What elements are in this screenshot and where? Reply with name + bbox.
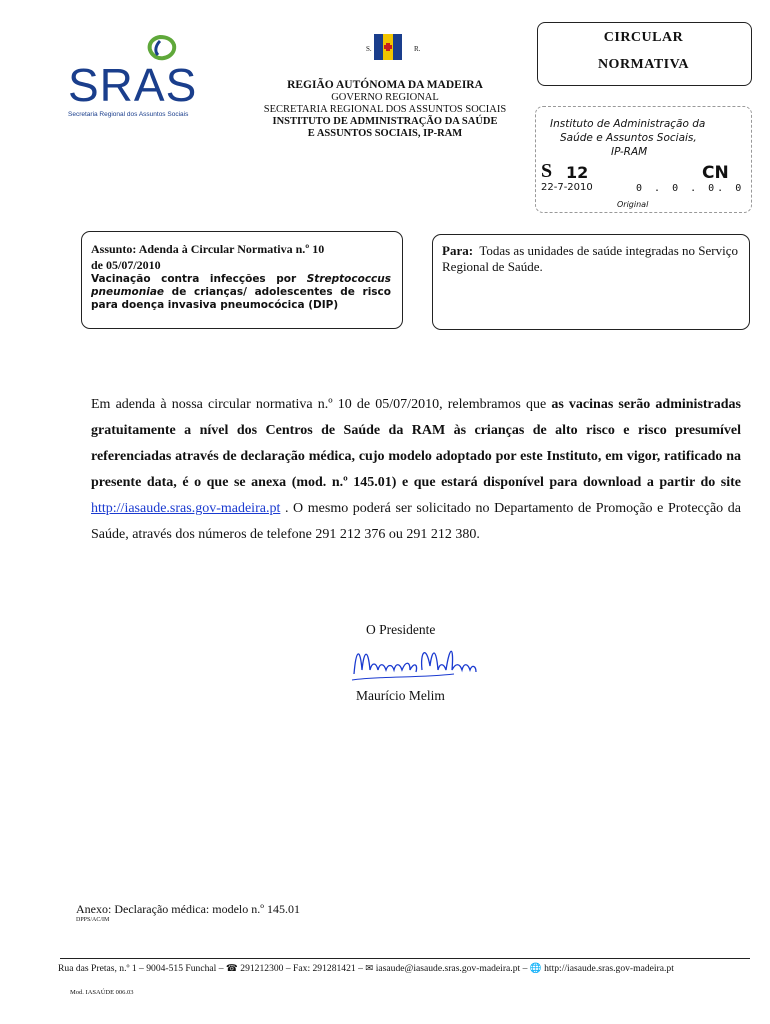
- emblem-right-letter: R.: [414, 45, 421, 53]
- signatory-title: O Presidente: [366, 622, 436, 637]
- region-name: REGIÃO AUTÓNOMA DA MADEIRA: [287, 79, 483, 91]
- footer-contacts: Rua das Pretas, n.º 1 – 9004-515 Funchal – ☎ 291212300 – Fax: 291281421 – ✉ iasaude@iasaude.sras.gov-madeira.pt – 🌐 http://iasaude.sras.gov-madeira.pt: [58, 963, 674, 974]
- madeira-flag-icon: [374, 34, 402, 60]
- footer-divider: [60, 958, 750, 959]
- logo-subtitle: Secretaria Regional dos Assuntos Sociais: [68, 111, 189, 118]
- recipient-text: Para: Todas as unidades de saúde integradas no Serviço Regional de Saúde.: [442, 243, 738, 274]
- stamp-line-3: IP-RAM: [611, 146, 648, 158]
- emblem-left-letter: S.: [366, 45, 372, 53]
- globe-icon: 🌐: [529, 963, 542, 974]
- phone-icon: ☎: [225, 963, 238, 974]
- annex-note: Anexo: Declaração médica: modelo n.º 145.01: [76, 902, 300, 916]
- stamp-series: S: [541, 160, 553, 182]
- stamp-ref: 0 . 0 . 0. 0: [636, 183, 745, 194]
- stamp-code: CN: [702, 163, 729, 183]
- institute-name-cont: E ASSUNTOS SOCIAIS, IP-RAM: [307, 128, 463, 139]
- circular-title: CIRCULAR: [603, 30, 684, 45]
- subject-body: Vacinação contra infecções por Streptococcus pneumoniae de crianças/ adolescentes de risco para doença invasiva pneumocócica (DIP): [91, 273, 391, 311]
- footer-website[interactable]: http://iasaude.sras.gov-madeira.pt: [544, 963, 674, 974]
- subject-heading-date: de 05/07/2010: [91, 258, 161, 272]
- email-icon: ✉: [365, 963, 374, 974]
- form-model-code: Mod. IASAÚDE 006.03: [70, 989, 134, 996]
- body-paragraph: Em adenda à nossa circular normativa n.º 10 de 05/07/2010, relembramos que as vacinas serão administradas gratuitamente a nível dos Centros de Saúde da RAM às crianças de alto risco e risco presumível referenciadas através de declaração médica, cujo modelo adoptado por este Instituto, em vigor, ratificado na presente data, é o que se anexa (mod. n.º 145.01) e que estará disponível para download a partir do site http://iasaude.sras.gov-madeira.pt . O mesmo poderá ser solicitado no Departamento de Promoção e Protecção da Saúde, através dos números de telefone 291 212 376 ou 291 212 380.: [91, 397, 742, 542]
- stamp-number: 12: [566, 163, 589, 182]
- website-link[interactable]: http://iasaude.sras.gov-madeira.pt: [91, 501, 281, 516]
- stamp-original: Original: [617, 200, 649, 209]
- logo-text: SRAS: [68, 59, 198, 111]
- circular-subtitle: NORMATIVA: [597, 57, 690, 72]
- subject-heading: Assunto: Adenda à Circular Normativa n.º 10: [91, 242, 325, 256]
- stamp-date: 22-7-2010: [541, 182, 593, 193]
- footer-email[interactable]: iasaude@iasaude.sras.gov-madeira.pt: [375, 963, 521, 974]
- handwritten-signature: [350, 640, 480, 686]
- annex-code: DPPS/AC/IM: [76, 917, 110, 923]
- signatory-name: Maurício Melim: [356, 688, 445, 703]
- government-name: GOVERNO REGIONAL: [331, 92, 439, 103]
- institute-name: INSTITUTO DE ADMINISTRAÇÃO DA SAÚDE: [272, 116, 498, 127]
- stamp-line-2: Saúde e Assuntos Sociais,: [560, 132, 697, 144]
- secretariat-name: SECRETARIA REGIONAL DOS ASSUNTOS SOCIAIS: [263, 104, 507, 115]
- stamp-line-1: Instituto de Administração da: [550, 118, 706, 130]
